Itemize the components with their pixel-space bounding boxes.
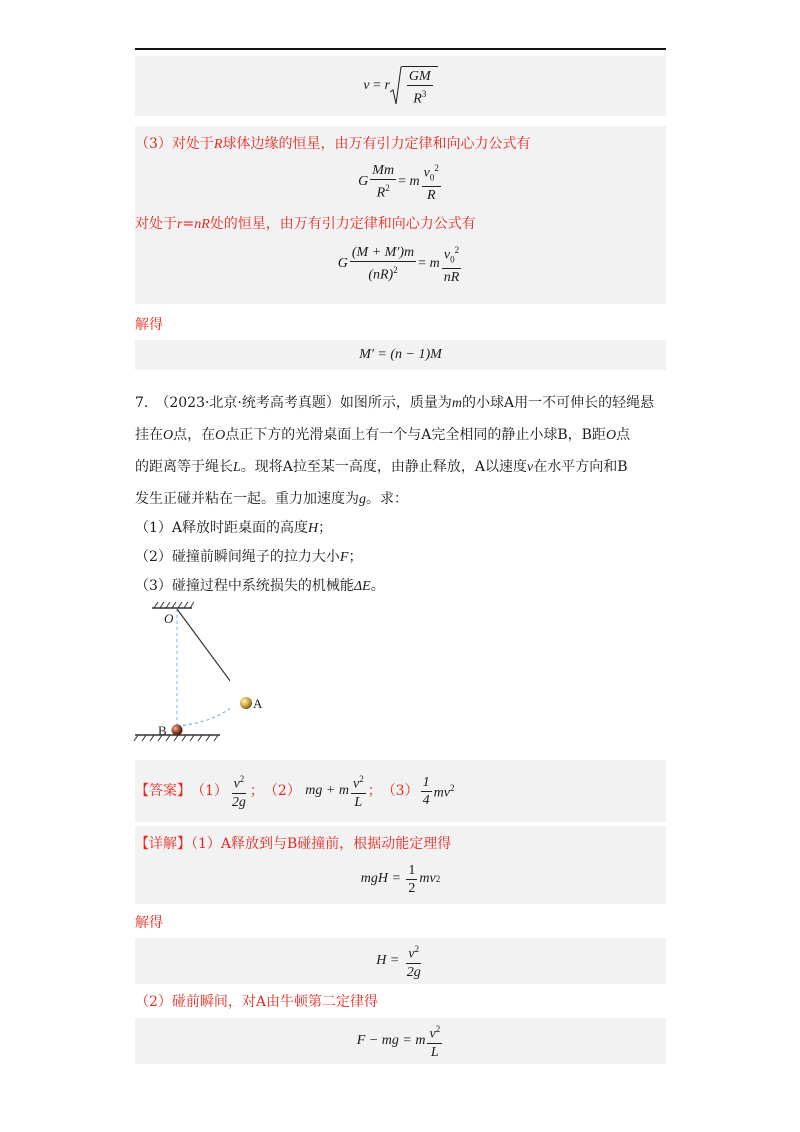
- equation-v: v = r $\frac{GM}{R^3}$: [135, 60, 666, 112]
- answer-line: 【答案】 （1） $\frac{v^2}{2g}$ ； （2） mg + m $\frac{v^2}{L}$ ； （3） $\frac{1}{4}$ $mv^2$: [135, 774, 455, 810]
- ceiling-hatch: [154, 602, 194, 608]
- part3-text: （3）对处于R球体边缘的恒星，由万有引力定律和向心力公式有: [135, 136, 531, 152]
- table-hatch: [134, 735, 218, 741]
- q7-line-1: 7. （2023·北京·统考高考真题）如图所示，质量为m的小球A用一不可伸长的轻绳悬: [135, 395, 655, 411]
- q7-item-2: （2）碰撞前瞬间绳子的拉力大小F；: [135, 549, 363, 565]
- part2-text: （2）碰前瞬间，对A由牛顿第二定律得: [135, 994, 379, 1010]
- equation-mprime: M′ = (n − 1)M: [359, 347, 442, 362]
- swing-arc: [177, 702, 230, 726]
- equation-energy: mgH = $\frac{1}{2}$ mv 2: [360, 862, 441, 896]
- radical-sign: [390, 66, 402, 106]
- label-b: B: [158, 723, 167, 738]
- equation-nr-star: G $\frac{(M + M')m}{(nR)^2}$ = m $\frac{v_0^2}{nR}$: [337, 244, 460, 286]
- sqrt: $\frac{GM}{R^3}$: [390, 66, 438, 107]
- header-rule: [135, 48, 666, 50]
- rope: [177, 609, 230, 701]
- equation-edge-star: G $\frac{Mm}{R^2}$ = m $\frac{v_0^2}{R}$: [358, 162, 439, 204]
- equation-h: H = $\frac{v^2}{2g}$: [376, 944, 421, 980]
- label-o: O: [164, 611, 174, 626]
- q7-line-3: 的距离等于绳长L。现将A拉至某一高度，由静止释放，A以速度v在水平方向和B: [135, 459, 628, 475]
- nr-text: 对处于r=nR处的恒星，由万有引力定律和向心力公式有: [135, 216, 476, 232]
- q7-item-3: （3）碰撞过程中系统损失的机械能ΔE。: [135, 578, 385, 594]
- ball-b-icon: [172, 725, 183, 736]
- q7-line-2: 挂在O点，在O点正下方的光滑桌面上有一个与A完全相同的静止小球B，B距O点: [135, 427, 631, 443]
- q7-item-1: （1）A释放时距桌面的高度H；: [135, 520, 333, 536]
- jiede-label-2: 解得: [135, 915, 163, 931]
- ball-a-group: [236, 692, 270, 716]
- detail-line: 【详解】（1）A释放到与B碰撞前，根据动能定理得: [135, 836, 452, 852]
- equation-f: F − mg = m $\frac{v^2}{L}$: [356, 1024, 441, 1060]
- pendulum-figure: [130, 598, 230, 746]
- label-a: A: [253, 696, 263, 711]
- jiede-label-1: 解得: [135, 317, 163, 333]
- ball-a-icon: [240, 697, 252, 709]
- q7-line-4: 发生正碰并粘在一起。重力加速度为g。求：: [135, 491, 408, 507]
